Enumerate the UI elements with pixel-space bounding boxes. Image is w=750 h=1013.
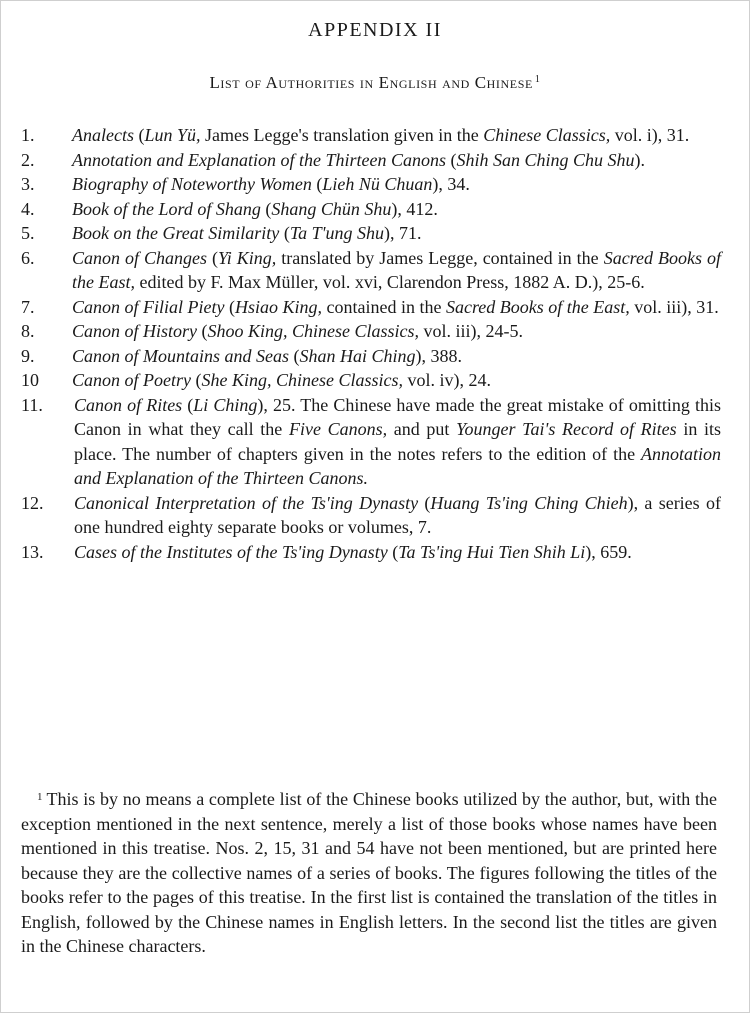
text-run: ( [191, 370, 202, 390]
list-item-text [72, 346, 462, 366]
italic-title-run: Li Ching [193, 394, 258, 415]
italic-title-run: Book of the Lord of Shang [72, 198, 261, 219]
italic-title-run: Canon of Mountains and Seas [72, 345, 290, 366]
text-run: vol. i), 31. [610, 125, 690, 145]
list-subheading [1, 73, 749, 93]
italic-title-run: Canon of Changes [72, 247, 208, 268]
text-run: ( [279, 223, 290, 243]
list-item [21, 319, 721, 344]
list-item-text [72, 297, 719, 317]
list-item-text [74, 493, 721, 538]
italic-title-run: Book on the Great Similarity [72, 223, 280, 243]
list-item [21, 344, 721, 369]
list-item [21, 368, 721, 393]
text-run: and put [387, 419, 457, 439]
list-item-number: 13. [21, 541, 44, 562]
list-item-number: 7. [21, 296, 35, 317]
authorities-list [21, 123, 721, 564]
list-item-number: 4. [21, 198, 35, 219]
list-item-number: 10 [21, 370, 39, 390]
list-item [21, 221, 721, 246]
footnote-text: This is by no means a complete list of the Chinese books utilized by the author, but, with the exception mentioned in the next sentence, merely a list of those books whose names have been mentioned in this treatise. Nos. 2, 15, 31 and 54 have not been mentioned, but are printed here because they are the collective names of a series of books. The figures following the titles of the books refer to the pages of this treatise. In the first list is contained the translation of the titles in English, followed by the Chinese names in English letters. In the second list the titles are given in the Chinese characters. [21, 789, 717, 956]
italic-title-run: Analects [72, 125, 134, 145]
italic-title-run: Shoo King, Chinese Classics, [207, 321, 420, 341]
list-item-number: 2. [21, 149, 35, 170]
text-run: ), 71. [384, 223, 422, 243]
italic-title-run: Biography of Noteworthy Women [72, 174, 312, 194]
list-item-text [72, 321, 523, 341]
italic-title-run: Shang Chün Shu [271, 198, 392, 219]
list-item-text [72, 223, 422, 243]
text-run: vol. iii), 31. [629, 296, 719, 317]
list-item [21, 148, 721, 173]
list-item-text [72, 199, 438, 219]
italic-title-run: Canon of Poetry [72, 370, 191, 390]
text-run: contained in the [322, 296, 446, 317]
text-run: ), 412. [391, 198, 438, 219]
list-item-number: 1. [21, 125, 35, 145]
italic-title-run: Sacred Books of the East, [445, 296, 630, 317]
text-run: ( [224, 296, 235, 317]
list-item-text [74, 395, 721, 489]
text-run: ( [207, 247, 219, 268]
italic-title-run: Cases of the Institutes of the Ts'ing Dynasty [74, 541, 388, 562]
text-run: ( [289, 345, 300, 366]
text-run: ), 388. [415, 345, 463, 366]
text-run: ( [387, 541, 399, 562]
text-run: ), 659. [585, 541, 632, 562]
text-run: ), 25. The Chinese have made the great mistake of omitting this Canon in what they call the [74, 394, 721, 439]
text-run: ( [445, 149, 457, 170]
list-item [21, 540, 721, 565]
italic-title-run: Sacred Books of the East, [72, 247, 722, 292]
italic-title-run: Canon of History [72, 321, 198, 341]
list-item-number: 8. [21, 321, 35, 341]
italic-title-run: Lun Yü, [144, 125, 201, 145]
italic-title-run: Younger Tai's Record of Rites [456, 419, 677, 439]
italic-title-run: Ta Ts'ing Hui Tien Shih Li [398, 541, 586, 562]
italic-title-run: Canon of Rites [74, 394, 183, 415]
list-item [21, 393, 721, 491]
italic-title-run: Lieh Nü Chuan [322, 174, 433, 194]
text-run: ( [311, 174, 323, 194]
italic-title-run: Canonical Interpretation of the Ts'ing Dynasty [74, 492, 419, 513]
list-item-number: 11. [21, 394, 43, 415]
text-run: James Legge's translation given in the [200, 125, 484, 145]
text-run: vol. iv), 24. [403, 370, 491, 390]
text-run: ( [133, 125, 145, 145]
italic-title-run: Chinese Classics, [483, 125, 611, 145]
text-run: ( [182, 394, 194, 415]
italic-title-run: Yi King, [218, 247, 277, 268]
list-item [21, 197, 721, 222]
text-run: ( [260, 198, 272, 219]
text-run: edited by F. Max Müller, vol. xvi, Clarendon Press, 1882 A. D.), 25-6. [135, 272, 645, 292]
italic-title-run: Annotation and Explanation of the Thirteen Canons. [74, 443, 721, 488]
italic-title-run: Annotation and Explanation of the Thirteen Canons [72, 149, 446, 170]
list-item [21, 246, 721, 295]
text-run: ( [418, 492, 431, 513]
text-run: ), a series of one hundred eighty separate books or volumes, 7. [74, 492, 721, 537]
footnote-reference: 1 [534, 74, 541, 85]
text-run: ( [197, 321, 208, 341]
italic-title-run: Huang Ts'ing Ching Chieh [430, 492, 628, 513]
italic-title-run: Canon of Filial Piety [72, 296, 225, 317]
list-item-number: 6. [21, 247, 35, 268]
italic-title-run: Five Canons, [288, 419, 388, 439]
list-item [21, 123, 721, 148]
list-item-number: 12. [21, 492, 44, 513]
list-item-text [72, 125, 689, 145]
subheading-text: List of Authorities in English and Chinese [209, 73, 533, 92]
italic-title-run: Hsiao King, [234, 296, 322, 317]
text-run: in its place. The number of chapters given in the notes refers to the edition of the [74, 419, 721, 464]
italic-title-run: Ta T'ung Shu [289, 223, 385, 243]
appendix-heading: APPENDIX II [308, 19, 442, 41]
footnote-mark: 1 [37, 791, 43, 803]
list-item-text [74, 542, 632, 562]
text-run: ), 34. [432, 174, 470, 194]
italic-title-run: Shan Hai Ching [299, 345, 416, 366]
list-item [21, 172, 721, 197]
list-item-number: 9. [21, 345, 35, 366]
list-item-text [72, 248, 721, 293]
list-item [21, 295, 721, 320]
list-item-number: 5. [21, 223, 35, 243]
text-run: ). [634, 149, 645, 170]
italic-title-run: She King, Chinese Classics, [201, 370, 403, 390]
list-item-text [72, 150, 645, 170]
list-item-text [72, 370, 491, 390]
text-run: vol. iii), 24-5. [419, 321, 524, 341]
italic-title-run: Shih San Ching Chu Shu [456, 149, 635, 170]
text-run: translated by James Legge, contained in the [276, 247, 604, 268]
list-item-text [72, 174, 470, 194]
list-item-number: 3. [21, 174, 35, 194]
footnote [21, 785, 717, 959]
list-item [21, 491, 721, 540]
